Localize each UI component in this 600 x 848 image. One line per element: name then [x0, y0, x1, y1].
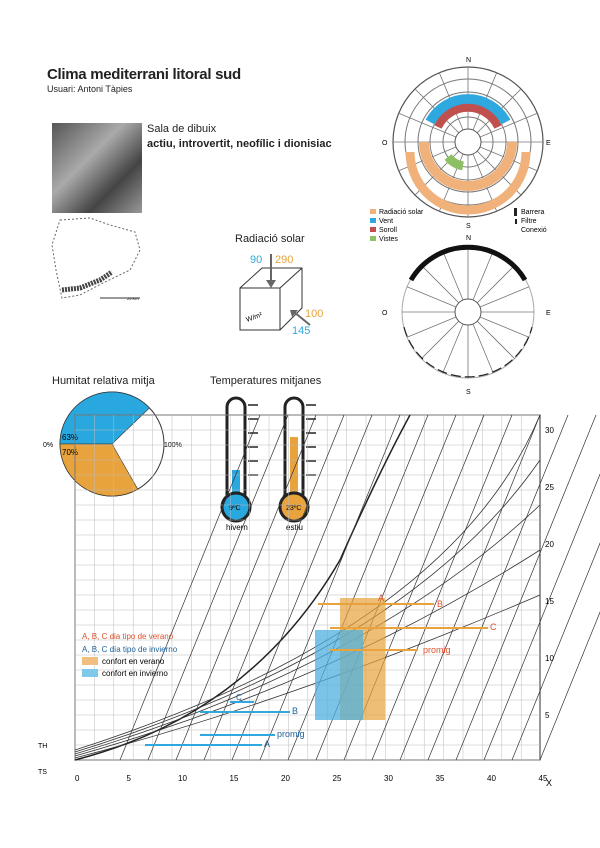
- humidity-title: Humitat relativa mitja: [52, 375, 155, 387]
- compass-spoke: [421, 265, 458, 302]
- summer-promig: promig: [423, 645, 451, 655]
- wet-bulb-line: [484, 415, 600, 760]
- views-arc: [448, 157, 463, 166]
- legend-summer-comfort: confort en verano: [102, 657, 165, 666]
- compass-o: O: [382, 140, 388, 147]
- solar-side-bottom: 145: [292, 325, 311, 337]
- x-tick: 25: [332, 774, 342, 783]
- pie-right-label: 100%: [164, 442, 182, 449]
- temperatures-title: Temperatures mitjanes: [210, 375, 322, 387]
- wet-bulb-line: [512, 415, 600, 760]
- winter-b: B: [292, 706, 299, 716]
- winter-temp: 9ºC: [229, 505, 241, 512]
- page-title: Clima mediterrani litoral sud: [47, 66, 241, 83]
- summer-b: B: [437, 599, 444, 609]
- y-tick: 10: [545, 654, 554, 663]
- wet-bulb-line: [540, 415, 600, 760]
- room-name: Sala de dibuix: [147, 123, 217, 135]
- x-tick: 10: [178, 774, 187, 783]
- compass-spoke: [407, 287, 456, 307]
- pie-left-label: 0%: [43, 442, 54, 449]
- winter-c: C: [236, 693, 242, 702]
- rh-curve: [75, 505, 540, 754]
- compass-spoke: [407, 317, 456, 337]
- wet-bulb-line: [456, 415, 596, 760]
- y-tick: 5: [545, 711, 550, 720]
- compass-spoke: [477, 321, 514, 358]
- x-tick: 40: [487, 774, 496, 783]
- legend-vent: Vent: [379, 218, 394, 225]
- user-label: Usuari: Antoni Tàpies: [47, 84, 133, 94]
- legend-solar: Radiació solar: [379, 209, 424, 216]
- x-tick: 45: [538, 774, 548, 783]
- y-tick: 30: [545, 426, 554, 435]
- x-tick: 0: [75, 774, 80, 783]
- legend-winter-comfort: confort en invierno: [102, 669, 168, 678]
- solar-cube: [240, 254, 323, 337]
- x-tick: 35: [435, 774, 445, 783]
- compass-spoke: [480, 317, 529, 337]
- solar-arrow-top-head: [266, 280, 276, 288]
- legend-summer-day: A, B, C dia tipo de verano: [82, 632, 174, 641]
- legend-conexio: Conexió: [521, 227, 547, 234]
- winter-comfort-zone: [315, 630, 363, 720]
- compass-spoke: [480, 287, 529, 307]
- region-map: [52, 218, 140, 301]
- pie-winter-label: 63%: [62, 433, 79, 442]
- wet-bulb-line: [428, 415, 568, 760]
- svg-text:S: S: [466, 389, 471, 396]
- compass-spoke: [421, 321, 458, 358]
- compass-spoke: [443, 324, 463, 373]
- compass-rose-top: [382, 57, 551, 230]
- winter-label: hivern: [226, 523, 248, 532]
- legend-barrera: Barrera: [521, 209, 545, 216]
- summer-temp: 23ºC: [286, 505, 302, 512]
- wet-bulb-line: [372, 415, 512, 760]
- compass-spoke: [443, 251, 463, 300]
- pie-summer-label: 70%: [62, 448, 79, 457]
- compass-rose-bottom: [382, 235, 551, 396]
- compass-spoke: [473, 251, 493, 300]
- compass-spoke: [477, 265, 514, 302]
- winter-a: A: [264, 739, 271, 749]
- compass-n: N: [466, 57, 472, 64]
- x-tick: 5: [126, 774, 131, 783]
- svg-text:E: E: [546, 310, 551, 317]
- solar-side-right: 100: [305, 308, 324, 320]
- y-tick: 15: [545, 597, 554, 606]
- solar-top-right: 290: [275, 254, 294, 266]
- summer-c: C: [490, 622, 497, 632]
- wet-bulb-line: [400, 415, 540, 760]
- solar-unit: W/m²: [245, 311, 264, 324]
- traits-text: actiu, introvertit, neofílic i dionisiac: [147, 138, 332, 150]
- ts-label: TS: [38, 769, 47, 776]
- compass-e: E: [546, 140, 551, 147]
- x-axis-label: X: [546, 778, 553, 788]
- x-tick: 30: [384, 774, 393, 783]
- x-tick: 20: [281, 774, 290, 783]
- summer-a: A: [378, 593, 385, 603]
- svg-text:O: O: [382, 310, 388, 317]
- summer-label: estiu: [286, 523, 303, 532]
- compass-spoke: [473, 324, 493, 373]
- y-tick: 20: [545, 540, 554, 549]
- svg-text:N: N: [466, 235, 472, 242]
- thermometer-summer: [280, 398, 316, 532]
- map-scale: 25 Km: [127, 296, 139, 301]
- x-tick: 15: [229, 774, 239, 783]
- th-label: TH: [38, 743, 48, 750]
- y-tick: 25: [545, 483, 554, 492]
- legend-winter-day: A, B, C día tipo de invierno: [82, 645, 178, 654]
- legend-soroll: Soroll: [379, 227, 397, 234]
- compass-s: S: [466, 223, 471, 230]
- solar-title: Radiació solar: [235, 233, 305, 245]
- legend-vistes: Vistes: [379, 236, 398, 243]
- legend-filtre: Filtre: [521, 218, 537, 225]
- winter-promig: promig: [277, 729, 305, 739]
- wet-bulb-line: [148, 415, 288, 760]
- solar-top-left: 90: [250, 254, 263, 266]
- humidity-pie: [43, 392, 182, 496]
